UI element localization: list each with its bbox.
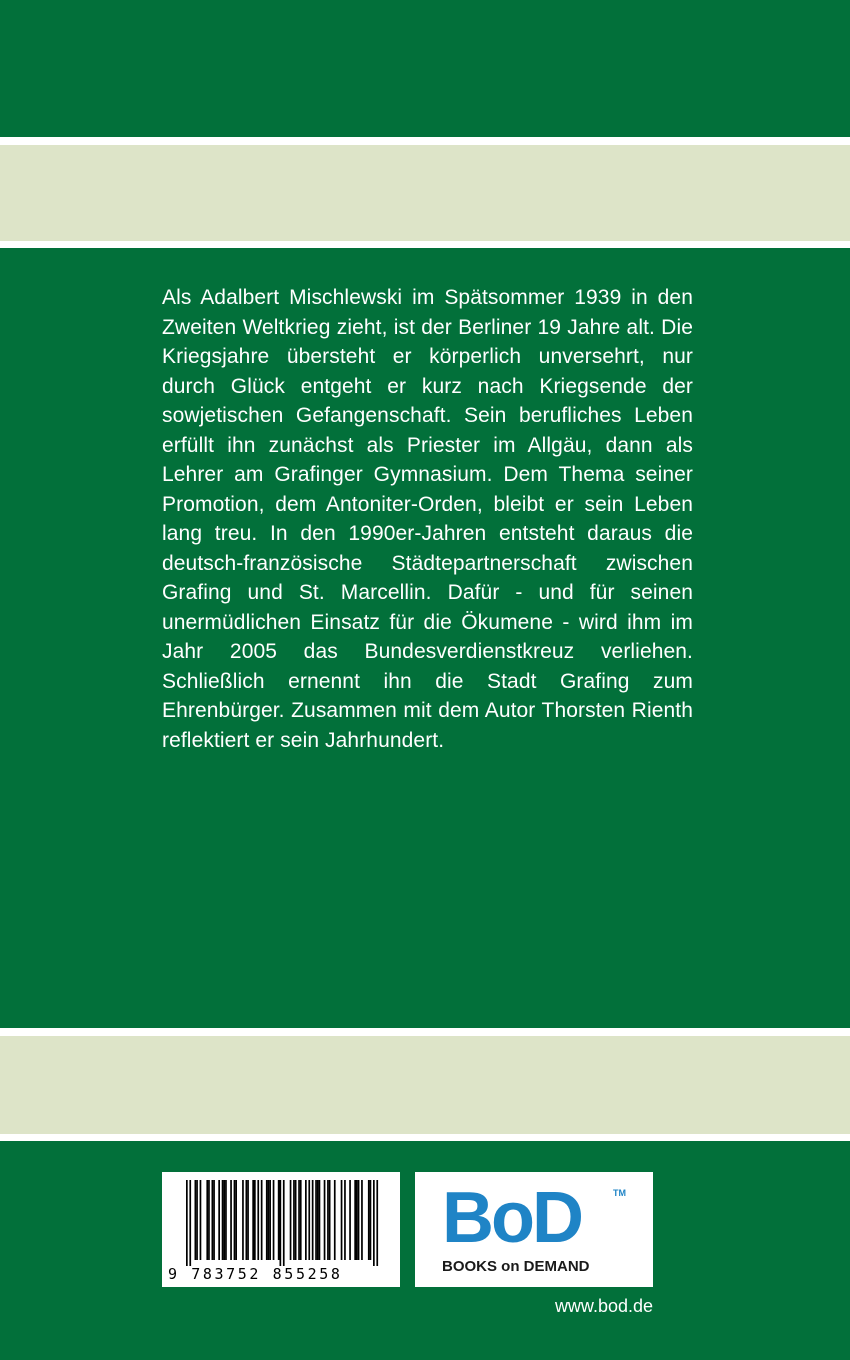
barcode-bar — [368, 1180, 370, 1260]
barcode-bar — [308, 1180, 310, 1260]
barcode-bar — [370, 1180, 372, 1260]
barcode-bar — [361, 1180, 363, 1260]
barcode-bar — [295, 1180, 297, 1260]
trademark-mark: TM — [613, 1188, 626, 1198]
back-cover-blurb: Als Adalbert Mischlewski im Spätsommer 1939 in den Zweiten Weltkrieg zieht, ist der Berliner 19 Jahre alt. Die Kriegsjahre übersteht er körperlich unversehrt, nur durch Glück entgeht er kurz nach Kriegsende der sowjetischen Gefangenschaft. Sein berufliches Leben erfüllt ihn zunächst als Priester im Allgäu, dann als Lehrer am Grafinger Gymnasium. Dem Thema seiner Promotion, dem Antoniter-Orden, bleibt er sein Leben lang treu. In den 1990er-Jahren entsteht daraus die deutsch-französische Städtepartnerschaft zwischen Grafing und St. Marcellin. Dafür - und für seinen unermüdlichen Einsatz für die Ökumene - wird ihm im Jahr 2005 das Bundesverdienstkreuz verliehen. Schließlich ernennt ihn die Stadt Grafing zum Ehrenbürger. Zusammen mit dem Autor Thorsten Rienth reflektiert er sein Jahrhundert. — [162, 286, 693, 752]
barcode-bar — [298, 1180, 300, 1260]
publisher-tagline: BOOKS on DEMAND — [442, 1258, 590, 1275]
barcode-bar — [223, 1180, 225, 1260]
barcode-bar — [225, 1180, 227, 1260]
barcode-bar — [319, 1180, 321, 1260]
barcode-bar — [195, 1180, 197, 1260]
barcode-bar — [273, 1180, 275, 1260]
barcode-bar — [341, 1180, 343, 1260]
bottom-divider-stripe — [0, 1028, 850, 1036]
isbn-barcode — [162, 1172, 400, 1287]
barcode-bar — [189, 1180, 191, 1266]
publisher-logo — [415, 1172, 653, 1287]
barcode-bar — [230, 1180, 232, 1260]
barcode-bar — [354, 1180, 356, 1260]
barcode-bar — [344, 1180, 346, 1260]
bottom-cream-band — [0, 1036, 850, 1134]
barcode-bar — [208, 1180, 210, 1260]
barcode-bar — [206, 1180, 208, 1260]
barcode-bar — [317, 1180, 319, 1260]
top-divider-stripe-lower — [0, 241, 850, 248]
barcode-bar — [266, 1180, 268, 1260]
barcode-bar — [356, 1180, 358, 1260]
barcode-bar — [349, 1180, 351, 1260]
barcode-bar — [312, 1180, 314, 1260]
barcode-bar — [246, 1180, 248, 1260]
barcode-bar — [327, 1180, 329, 1260]
barcode-bar — [324, 1180, 326, 1260]
barcode-bar — [218, 1180, 220, 1260]
barcode-bar — [222, 1180, 224, 1260]
barcode-bar — [212, 1180, 214, 1260]
barcode-bar — [300, 1180, 302, 1260]
barcode-bar — [252, 1180, 254, 1260]
barcode-bar — [200, 1180, 202, 1260]
barcode-bar — [247, 1180, 249, 1260]
barcode-bar — [283, 1180, 285, 1266]
top-divider-stripe — [0, 137, 850, 145]
bod-logo-text: BoD — [442, 1178, 581, 1258]
top-cream-band — [0, 145, 850, 241]
barcode-bar — [242, 1180, 244, 1260]
barcode-bar — [235, 1180, 237, 1260]
barcode-bar — [305, 1180, 307, 1260]
barcode-bar — [261, 1180, 263, 1260]
publisher-url[interactable]: www.bod.de — [554, 1296, 653, 1316]
barcode-bar — [373, 1180, 375, 1266]
barcode-bar — [254, 1180, 256, 1260]
barcode-bar — [334, 1180, 336, 1260]
barcode-bar — [269, 1180, 271, 1260]
bottom-divider-stripe-lower — [0, 1134, 850, 1141]
barcode-bar — [290, 1180, 292, 1260]
barcode-bar — [213, 1180, 215, 1260]
barcode-bar — [280, 1180, 282, 1266]
isbn-number: 9 783752 855258 — [168, 1265, 343, 1283]
barcode-bar — [376, 1180, 378, 1266]
barcode-bar — [293, 1180, 295, 1260]
barcode-bar — [358, 1180, 360, 1260]
barcode-bar — [278, 1180, 280, 1260]
barcode-bar — [268, 1180, 270, 1260]
barcode-bar — [186, 1180, 188, 1266]
barcode-bar — [196, 1180, 198, 1260]
barcode-bar — [315, 1180, 317, 1260]
barcode-bar — [329, 1180, 331, 1260]
barcode-bar — [257, 1180, 259, 1260]
barcode-bar — [234, 1180, 236, 1260]
